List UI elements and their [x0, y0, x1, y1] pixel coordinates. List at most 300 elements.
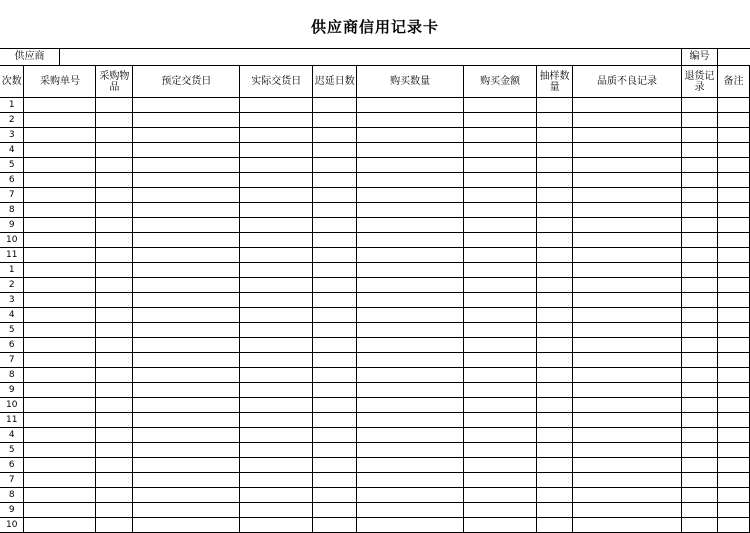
table-cell[interactable] — [573, 353, 682, 368]
table-cell[interactable] — [133, 488, 240, 503]
table-cell[interactable] — [24, 398, 96, 413]
table-cell[interactable] — [717, 233, 749, 248]
table-cell[interactable] — [537, 473, 573, 488]
table-cell[interactable] — [313, 428, 357, 443]
table-cell[interactable] — [464, 323, 537, 338]
table-cell[interactable] — [96, 113, 133, 128]
table-cell[interactable] — [313, 413, 357, 428]
table-cell[interactable] — [240, 308, 313, 323]
table-cell[interactable] — [240, 323, 313, 338]
table-cell[interactable] — [537, 248, 573, 263]
table-cell[interactable] — [681, 143, 717, 158]
table-cell[interactable] — [24, 113, 96, 128]
table-cell[interactable] — [24, 158, 96, 173]
table-cell[interactable] — [717, 338, 749, 353]
table-cell[interactable] — [464, 413, 537, 428]
table-cell[interactable] — [573, 383, 682, 398]
table-cell[interactable] — [573, 128, 682, 143]
table-cell[interactable] — [313, 443, 357, 458]
table-cell[interactable] — [96, 518, 133, 533]
table-cell[interactable] — [717, 413, 749, 428]
table-cell[interactable] — [537, 98, 573, 113]
table-cell[interactable] — [357, 308, 464, 323]
table-cell[interactable] — [573, 218, 682, 233]
table-cell[interactable] — [681, 413, 717, 428]
table-cell[interactable] — [240, 368, 313, 383]
table-cell[interactable] — [537, 383, 573, 398]
table-cell[interactable] — [537, 158, 573, 173]
table-cell[interactable] — [681, 443, 717, 458]
table-cell[interactable] — [240, 428, 313, 443]
table-cell[interactable] — [357, 263, 464, 278]
table-cell[interactable] — [96, 368, 133, 383]
table-cell[interactable] — [240, 218, 313, 233]
table-cell[interactable] — [357, 458, 464, 473]
table-cell[interactable] — [24, 233, 96, 248]
table-cell[interactable] — [96, 413, 133, 428]
table-cell[interactable] — [464, 143, 537, 158]
table-cell[interactable] — [357, 503, 464, 518]
table-cell[interactable] — [313, 338, 357, 353]
table-cell[interactable] — [96, 398, 133, 413]
table-cell[interactable] — [464, 428, 537, 443]
table-cell[interactable] — [573, 278, 682, 293]
table-cell[interactable] — [96, 128, 133, 143]
table-cell[interactable] — [133, 128, 240, 143]
table-cell[interactable] — [240, 293, 313, 308]
table-cell[interactable] — [681, 398, 717, 413]
table-cell[interactable] — [717, 278, 749, 293]
table-cell[interactable] — [313, 278, 357, 293]
table-cell[interactable] — [240, 398, 313, 413]
table-cell[interactable] — [96, 233, 133, 248]
table-cell[interactable] — [537, 308, 573, 323]
table-cell[interactable] — [24, 443, 96, 458]
table-cell[interactable] — [357, 488, 464, 503]
table-cell[interactable] — [573, 398, 682, 413]
table-cell[interactable] — [537, 428, 573, 443]
table-cell[interactable] — [464, 398, 537, 413]
table-cell[interactable] — [96, 143, 133, 158]
table-cell[interactable] — [537, 413, 573, 428]
table-cell[interactable] — [24, 278, 96, 293]
table-cell[interactable] — [464, 488, 537, 503]
table-cell[interactable] — [464, 308, 537, 323]
table-cell[interactable] — [537, 188, 573, 203]
table-cell[interactable] — [681, 293, 717, 308]
table-cell[interactable] — [681, 188, 717, 203]
table-cell[interactable] — [240, 383, 313, 398]
table-cell[interactable] — [24, 368, 96, 383]
table-cell[interactable] — [313, 368, 357, 383]
table-cell[interactable] — [357, 218, 464, 233]
table-cell[interactable] — [313, 233, 357, 248]
table-cell[interactable] — [681, 203, 717, 218]
table-cell[interactable] — [357, 143, 464, 158]
table-cell[interactable] — [240, 128, 313, 143]
table-cell[interactable] — [133, 173, 240, 188]
table-cell[interactable] — [133, 518, 240, 533]
table-cell[interactable] — [537, 143, 573, 158]
table-cell[interactable] — [133, 338, 240, 353]
table-cell[interactable] — [717, 398, 749, 413]
table-cell[interactable] — [24, 128, 96, 143]
table-cell[interactable] — [681, 473, 717, 488]
table-cell[interactable] — [357, 188, 464, 203]
table-cell[interactable] — [24, 353, 96, 368]
table-cell[interactable] — [681, 353, 717, 368]
table-cell[interactable] — [573, 518, 682, 533]
table-cell[interactable] — [240, 248, 313, 263]
table-cell[interactable] — [133, 293, 240, 308]
table-cell[interactable] — [717, 428, 749, 443]
table-cell[interactable] — [537, 233, 573, 248]
table-cell[interactable] — [537, 128, 573, 143]
table-cell[interactable] — [573, 188, 682, 203]
table-cell[interactable] — [537, 338, 573, 353]
table-cell[interactable] — [313, 128, 357, 143]
table-cell[interactable] — [357, 323, 464, 338]
table-cell[interactable] — [717, 488, 749, 503]
table-cell[interactable] — [357, 128, 464, 143]
table-cell[interactable] — [133, 218, 240, 233]
table-cell[interactable] — [96, 383, 133, 398]
table-cell[interactable] — [313, 218, 357, 233]
table-cell[interactable] — [240, 518, 313, 533]
table-cell[interactable] — [717, 218, 749, 233]
table-cell[interactable] — [681, 308, 717, 323]
table-cell[interactable] — [464, 278, 537, 293]
table-cell[interactable] — [24, 518, 96, 533]
table-cell[interactable] — [464, 113, 537, 128]
table-cell[interactable] — [537, 113, 573, 128]
table-cell[interactable] — [464, 293, 537, 308]
table-cell[interactable] — [573, 473, 682, 488]
table-cell[interactable] — [357, 338, 464, 353]
table-cell[interactable] — [573, 413, 682, 428]
table-cell[interactable] — [24, 338, 96, 353]
table-cell[interactable] — [573, 113, 682, 128]
table-cell[interactable] — [537, 293, 573, 308]
table-cell[interactable] — [96, 503, 133, 518]
table-cell[interactable] — [573, 503, 682, 518]
table-cell[interactable] — [573, 308, 682, 323]
table-cell[interactable] — [681, 428, 717, 443]
table-cell[interactable] — [96, 308, 133, 323]
table-cell[interactable] — [464, 128, 537, 143]
table-cell[interactable] — [133, 158, 240, 173]
table-cell[interactable] — [240, 338, 313, 353]
table-cell[interactable] — [24, 188, 96, 203]
table-cell[interactable] — [357, 353, 464, 368]
table-cell[interactable] — [240, 503, 313, 518]
table-cell[interactable] — [313, 188, 357, 203]
table-cell[interactable] — [313, 308, 357, 323]
table-cell[interactable] — [537, 353, 573, 368]
table-cell[interactable] — [537, 173, 573, 188]
table-cell[interactable] — [313, 323, 357, 338]
table-cell[interactable] — [133, 278, 240, 293]
table-cell[interactable] — [133, 98, 240, 113]
table-cell[interactable] — [717, 503, 749, 518]
table-cell[interactable] — [717, 323, 749, 338]
table-cell[interactable] — [133, 428, 240, 443]
table-cell[interactable] — [357, 173, 464, 188]
table-cell[interactable] — [464, 368, 537, 383]
table-cell[interactable] — [313, 98, 357, 113]
table-cell[interactable] — [537, 398, 573, 413]
table-cell[interactable] — [464, 338, 537, 353]
table-cell[interactable] — [464, 458, 537, 473]
table-cell[interactable] — [240, 263, 313, 278]
table-cell[interactable] — [573, 263, 682, 278]
table-cell[interactable] — [96, 353, 133, 368]
table-cell[interactable] — [573, 458, 682, 473]
table-cell[interactable] — [133, 383, 240, 398]
table-cell[interactable] — [357, 473, 464, 488]
table-cell[interactable] — [24, 98, 96, 113]
table-cell[interactable] — [96, 278, 133, 293]
table-cell[interactable] — [96, 188, 133, 203]
table-cell[interactable] — [357, 158, 464, 173]
table-cell[interactable] — [464, 473, 537, 488]
table-cell[interactable] — [357, 368, 464, 383]
table-cell[interactable] — [464, 188, 537, 203]
table-cell[interactable] — [537, 218, 573, 233]
table-cell[interactable] — [133, 443, 240, 458]
table-cell[interactable] — [537, 503, 573, 518]
table-cell[interactable] — [717, 308, 749, 323]
table-cell[interactable] — [313, 158, 357, 173]
table-cell[interactable] — [133, 458, 240, 473]
table-cell[interactable] — [24, 488, 96, 503]
table-cell[interactable] — [96, 218, 133, 233]
table-cell[interactable] — [240, 473, 313, 488]
table-cell[interactable] — [573, 203, 682, 218]
table-cell[interactable] — [681, 323, 717, 338]
table-cell[interactable] — [96, 263, 133, 278]
table-cell[interactable] — [96, 248, 133, 263]
table-cell[interactable] — [464, 263, 537, 278]
table-cell[interactable] — [537, 488, 573, 503]
table-cell[interactable] — [464, 173, 537, 188]
table-cell[interactable] — [133, 308, 240, 323]
table-cell[interactable] — [681, 173, 717, 188]
table-cell[interactable] — [240, 173, 313, 188]
table-cell[interactable] — [357, 98, 464, 113]
table-cell[interactable] — [240, 443, 313, 458]
table-cell[interactable] — [681, 248, 717, 263]
table-cell[interactable] — [573, 158, 682, 173]
table-cell[interactable] — [717, 353, 749, 368]
table-cell[interactable] — [24, 263, 96, 278]
table-cell[interactable] — [464, 98, 537, 113]
number-field[interactable] — [718, 49, 750, 65]
table-cell[interactable] — [96, 98, 133, 113]
supplier-field[interactable] — [60, 49, 682, 65]
table-cell[interactable] — [313, 518, 357, 533]
table-cell[interactable] — [717, 188, 749, 203]
table-cell[interactable] — [464, 248, 537, 263]
table-cell[interactable] — [464, 503, 537, 518]
table-cell[interactable] — [537, 518, 573, 533]
table-cell[interactable] — [357, 293, 464, 308]
table-cell[interactable] — [573, 293, 682, 308]
table-cell[interactable] — [133, 188, 240, 203]
table-cell[interactable] — [133, 113, 240, 128]
table-cell[interactable] — [96, 293, 133, 308]
table-cell[interactable] — [464, 443, 537, 458]
table-cell[interactable] — [96, 488, 133, 503]
table-cell[interactable] — [313, 293, 357, 308]
table-cell[interactable] — [717, 203, 749, 218]
table-cell[interactable] — [96, 173, 133, 188]
table-cell[interactable] — [133, 233, 240, 248]
table-cell[interactable] — [681, 158, 717, 173]
table-cell[interactable] — [240, 233, 313, 248]
table-cell[interactable] — [96, 203, 133, 218]
table-cell[interactable] — [24, 293, 96, 308]
table-cell[interactable] — [240, 203, 313, 218]
table-cell[interactable] — [96, 158, 133, 173]
table-cell[interactable] — [717, 458, 749, 473]
table-cell[interactable] — [537, 443, 573, 458]
table-cell[interactable] — [133, 143, 240, 158]
table-cell[interactable] — [240, 278, 313, 293]
table-cell[interactable] — [96, 338, 133, 353]
table-cell[interactable] — [240, 143, 313, 158]
table-cell[interactable] — [573, 98, 682, 113]
table-cell[interactable] — [357, 113, 464, 128]
table-cell[interactable] — [24, 248, 96, 263]
table-cell[interactable] — [240, 98, 313, 113]
table-cell[interactable] — [313, 143, 357, 158]
table-cell[interactable] — [24, 143, 96, 158]
table-cell[interactable] — [681, 383, 717, 398]
table-cell[interactable] — [681, 263, 717, 278]
table-cell[interactable] — [24, 473, 96, 488]
table-cell[interactable] — [240, 158, 313, 173]
table-cell[interactable] — [464, 158, 537, 173]
table-cell[interactable] — [313, 353, 357, 368]
table-cell[interactable] — [240, 353, 313, 368]
table-cell[interactable] — [681, 518, 717, 533]
table-cell[interactable] — [313, 248, 357, 263]
table-cell[interactable] — [681, 113, 717, 128]
table-cell[interactable] — [240, 488, 313, 503]
table-cell[interactable] — [240, 188, 313, 203]
table-cell[interactable] — [133, 263, 240, 278]
table-cell[interactable] — [133, 203, 240, 218]
table-cell[interactable] — [681, 368, 717, 383]
table-cell[interactable] — [96, 428, 133, 443]
table-cell[interactable] — [96, 443, 133, 458]
table-cell[interactable] — [313, 173, 357, 188]
table-cell[interactable] — [537, 203, 573, 218]
table-cell[interactable] — [357, 413, 464, 428]
table-cell[interactable] — [24, 428, 96, 443]
table-cell[interactable] — [681, 503, 717, 518]
table-cell[interactable] — [681, 338, 717, 353]
table-cell[interactable] — [24, 413, 96, 428]
table-cell[interactable] — [717, 248, 749, 263]
table-cell[interactable] — [313, 113, 357, 128]
table-cell[interactable] — [24, 458, 96, 473]
table-cell[interactable] — [717, 128, 749, 143]
table-cell[interactable] — [681, 98, 717, 113]
table-cell[interactable] — [313, 203, 357, 218]
table-cell[interactable] — [717, 98, 749, 113]
table-cell[interactable] — [573, 248, 682, 263]
table-cell[interactable] — [537, 368, 573, 383]
table-cell[interactable] — [681, 458, 717, 473]
table-cell[interactable] — [313, 488, 357, 503]
table-cell[interactable] — [133, 473, 240, 488]
table-cell[interactable] — [537, 323, 573, 338]
table-cell[interactable] — [573, 428, 682, 443]
table-cell[interactable] — [357, 278, 464, 293]
table-cell[interactable] — [537, 278, 573, 293]
table-cell[interactable] — [240, 113, 313, 128]
table-cell[interactable] — [357, 203, 464, 218]
table-cell[interactable] — [133, 503, 240, 518]
table-cell[interactable] — [681, 233, 717, 248]
table-cell[interactable] — [681, 278, 717, 293]
table-cell[interactable] — [24, 383, 96, 398]
table-cell[interactable] — [717, 143, 749, 158]
table-cell[interactable] — [717, 113, 749, 128]
table-cell[interactable] — [464, 233, 537, 248]
table-cell[interactable] — [313, 503, 357, 518]
table-cell[interactable] — [537, 458, 573, 473]
table-cell[interactable] — [717, 158, 749, 173]
table-cell[interactable] — [96, 323, 133, 338]
table-cell[interactable] — [313, 458, 357, 473]
table-cell[interactable] — [357, 428, 464, 443]
table-cell[interactable] — [24, 218, 96, 233]
table-cell[interactable] — [573, 143, 682, 158]
table-cell[interactable] — [573, 443, 682, 458]
table-cell[interactable] — [24, 308, 96, 323]
table-cell[interactable] — [313, 473, 357, 488]
table-cell[interactable] — [573, 338, 682, 353]
table-cell[interactable] — [717, 473, 749, 488]
table-cell[interactable] — [573, 323, 682, 338]
table-cell[interactable] — [96, 473, 133, 488]
table-cell[interactable] — [717, 383, 749, 398]
table-cell[interactable] — [681, 488, 717, 503]
table-cell[interactable] — [464, 518, 537, 533]
table-cell[interactable] — [357, 518, 464, 533]
table-cell[interactable] — [357, 398, 464, 413]
table-cell[interactable] — [573, 173, 682, 188]
table-cell[interactable] — [313, 263, 357, 278]
table-cell[interactable] — [357, 248, 464, 263]
table-cell[interactable] — [717, 518, 749, 533]
table-cell[interactable] — [313, 383, 357, 398]
table-cell[interactable] — [240, 413, 313, 428]
table-cell[interactable] — [717, 443, 749, 458]
table-cell[interactable] — [240, 458, 313, 473]
table-cell[interactable] — [357, 383, 464, 398]
table-cell[interactable] — [573, 233, 682, 248]
table-cell[interactable] — [681, 218, 717, 233]
table-cell[interactable] — [24, 173, 96, 188]
table-cell[interactable] — [717, 368, 749, 383]
table-cell[interactable] — [24, 203, 96, 218]
table-cell[interactable] — [313, 398, 357, 413]
table-cell[interactable] — [24, 323, 96, 338]
